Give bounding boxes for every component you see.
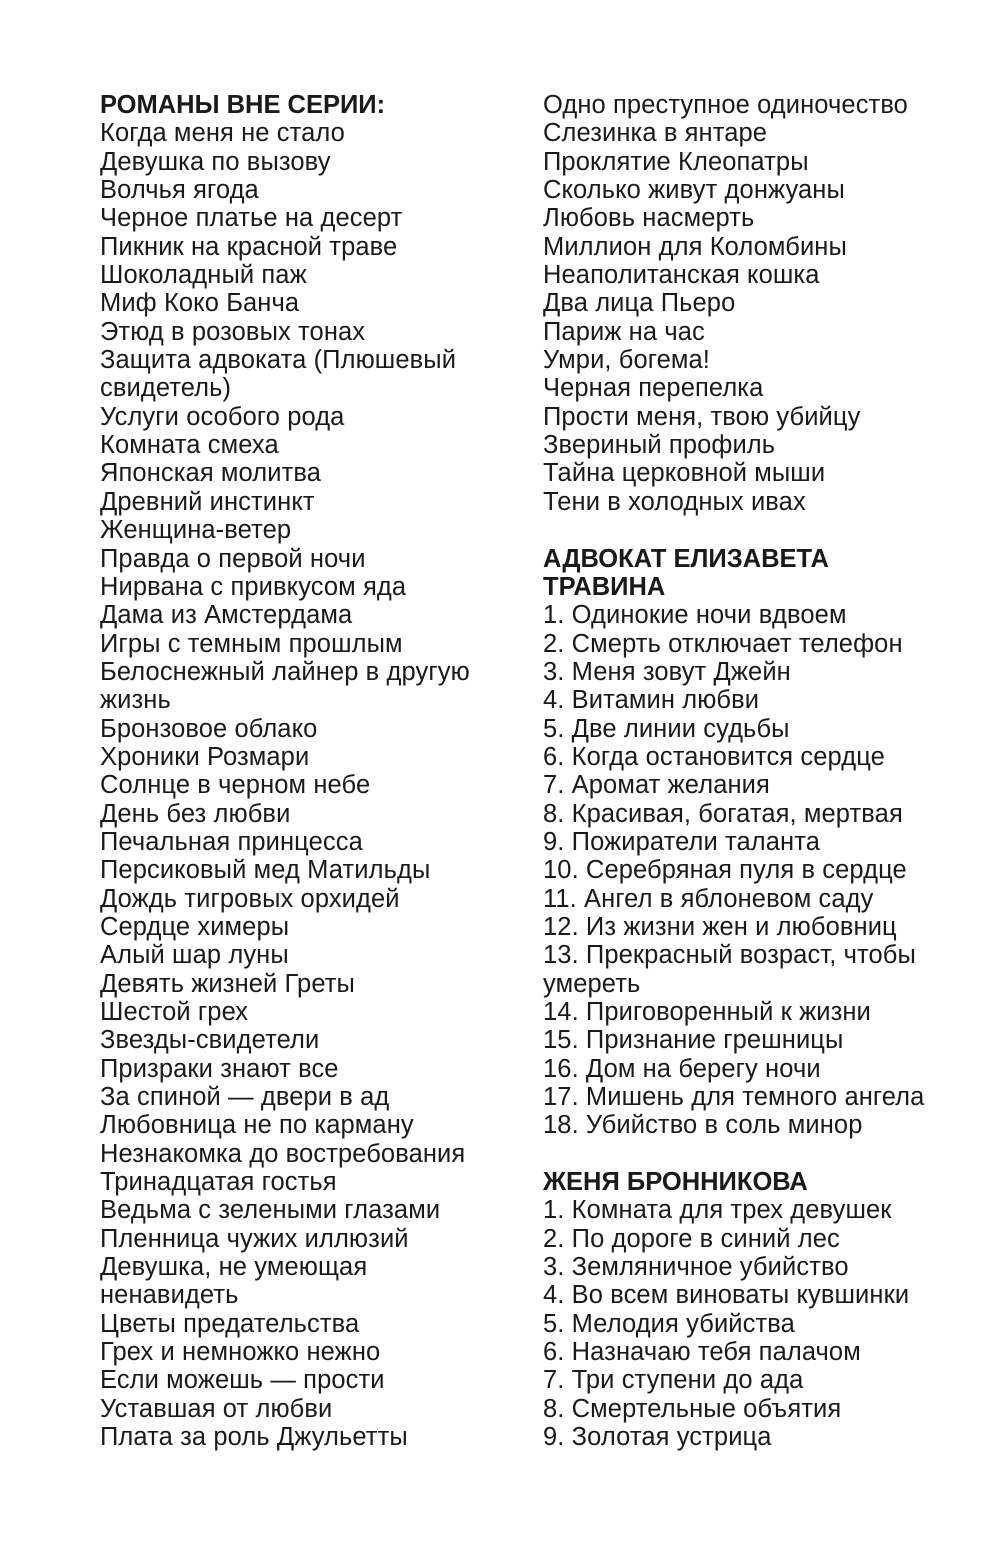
- book-title-line: Дождь тигровых орхидей: [100, 884, 400, 913]
- book-title-line: Цветы предательства: [100, 1309, 360, 1338]
- book-title-line: 6. Когда остановится сердце: [543, 742, 885, 771]
- right-column: [543, 91, 963, 1452]
- book-title-line: свидетель): [100, 374, 232, 403]
- book-title-line: Миллион для Коломбины: [543, 232, 847, 261]
- book-title-line: Японская молитва: [100, 459, 322, 488]
- book-title-line: Солнце в черном небе: [100, 771, 371, 800]
- book-title-line: Черное платье на десерт: [100, 204, 403, 233]
- book-title-line: Хроники Розмари: [100, 742, 310, 771]
- book-title-line: Когда меня не стало: [100, 119, 345, 148]
- book-title-line: Черная перепелка: [543, 374, 764, 403]
- book-title-line: 3. Меня зовут Джейн: [543, 657, 791, 686]
- book-title-line: Если можешь — прости: [100, 1366, 385, 1395]
- book-title-line: Услуги особого рода: [100, 402, 345, 431]
- book-title-line: 9. Золотая устрица: [543, 1423, 772, 1452]
- book-title-line: Игры с темным прошлым: [100, 629, 403, 658]
- book-title-line: Тени в холодных ивах: [543, 487, 806, 516]
- section-heading-travina-line2: ТРАВИНА: [543, 572, 666, 601]
- book-title-line: Пленница чужих иллюзий: [100, 1224, 409, 1253]
- book-title-line: 2. По дороге в синий лес: [543, 1224, 840, 1253]
- book-title-line: 4. Во всем виноваты кувшинки: [543, 1281, 910, 1310]
- book-title-line: 6. Назначаю тебя палачом: [543, 1338, 861, 1367]
- book-title-line: Алый шар луны: [100, 941, 289, 970]
- standalone-novels-list-continued: [543, 91, 963, 516]
- book-title-line: ненавидеть: [100, 1281, 239, 1310]
- book-title-line: 11. Ангел в яблоневом саду: [543, 884, 874, 913]
- book-title-line: Бронзовое облако: [100, 714, 318, 743]
- book-title-line: Шестой грех: [100, 998, 249, 1026]
- book-title-line: Любовь насмерть: [543, 204, 755, 233]
- book-title-line: Белоснежный лайнер в другую: [100, 657, 470, 686]
- book-title-line: 12. Из жизни жен и любовниц: [543, 912, 897, 941]
- section-heading-standalone-novels: РОМАНЫ ВНЕ СЕРИИ:: [100, 91, 386, 119]
- book-title-line: Слезинка в янтаре: [543, 119, 768, 148]
- book-title-line: 7. Три ступени до ада: [543, 1366, 804, 1395]
- book-title-line: Проклятие Клеопатры: [543, 147, 809, 176]
- book-title-line: Любовница не по карману: [100, 1111, 414, 1140]
- book-title-line: 13. Прекрасный возраст, чтобы: [543, 941, 916, 970]
- book-title-line: Звезды-свидетели: [100, 1026, 320, 1055]
- travina-series-list: [543, 601, 963, 1140]
- book-title-line: Женщина-ветер: [100, 516, 292, 545]
- book-title-line: Тринадцатая гостья: [100, 1168, 337, 1197]
- book-title-line: 8. Красивая, богатая, мертвая: [543, 799, 903, 828]
- book-title-line: Нирвана с привкусом яда: [100, 572, 407, 601]
- book-title-line: Умри, богема!: [543, 346, 710, 375]
- book-title-line: Защита адвоката (Плюшевый: [100, 346, 457, 375]
- book-title-line: Миф Коко Банча: [100, 289, 300, 318]
- book-title-line: Звериный профиль: [543, 431, 776, 460]
- book-title-line: умереть: [543, 969, 641, 998]
- book-title-line: 8. Смертельные объятия: [543, 1394, 842, 1423]
- book-title-line: Этюд в розовых тонах: [100, 317, 366, 346]
- book-title-line: 10. Серебряная пуля в сердце: [543, 856, 907, 885]
- book-title-line: Печальная принцесса: [100, 827, 363, 856]
- book-title-line: Ведьма с зелеными глазами: [100, 1196, 441, 1225]
- section-heading-travina: АДВОКАТ ЕЛИЗАВЕТА: [543, 544, 829, 573]
- left-column: [100, 91, 520, 1452]
- book-title-line: 1. Одинокие ночи вдвоем: [543, 601, 847, 630]
- book-title-line: 18. Убийство в соль минор: [543, 1111, 863, 1140]
- book-title-line: Шоколадный паж: [100, 261, 307, 290]
- book-title-line: Тайна церковной мыши: [543, 459, 826, 488]
- section-heading-bronnikova: ЖЕНЯ БРОННИКОВА: [543, 1168, 808, 1197]
- book-title-line: Древний инстинкт: [100, 487, 315, 516]
- book-title-line: 3. Земляничное убийство: [543, 1253, 849, 1282]
- book-title-line: Плата за роль Джульетты: [100, 1423, 408, 1452]
- book-title-line: Незнакомка до востребования: [100, 1139, 466, 1168]
- book-title-line: 4. Витамин любви: [543, 686, 760, 715]
- book-title-line: жизнь: [100, 686, 171, 715]
- book-title-line: Сколько живут донжуаны: [543, 176, 845, 205]
- book-title-line: Комната смеха: [100, 431, 279, 460]
- bronnikova-series-list: [543, 1196, 963, 1451]
- book-title-line: Пикник на красной траве: [100, 232, 398, 261]
- book-title-line: Персиковый мед Матильды: [100, 856, 431, 885]
- book-title-line: За спиной — двери в ад: [100, 1083, 390, 1112]
- standalone-novels-list: [100, 119, 520, 1451]
- book-title-line: Девушка по вызову: [100, 147, 331, 176]
- book-title-line: Два лица Пьеро: [543, 289, 736, 318]
- book-title-line: Уставшая от любви: [100, 1394, 333, 1423]
- book-title-line: Правда о первой ночи: [100, 544, 366, 573]
- book-title-line: Париж на час: [543, 317, 705, 346]
- book-title-line: 15. Признание грешницы: [543, 1026, 844, 1055]
- section-spacer: [543, 516, 963, 544]
- book-title-line: 17. Мишень для темного ангела: [543, 1083, 925, 1112]
- book-title-line: 5. Мелодия убийства: [543, 1309, 795, 1338]
- book-title-line: Волчья ягода: [100, 176, 259, 205]
- book-title-line: День без любви: [100, 799, 291, 828]
- book-title-line: Дама из Амстердама: [100, 601, 353, 630]
- book-title-line: 2. Смерть отключает телефон: [543, 629, 903, 658]
- book-title-line: 16. Дом на берегу ночи: [543, 1054, 821, 1083]
- book-title-line: 5. Две линии судьбы: [543, 714, 790, 743]
- book-title-line: Грех и немножко нежно: [100, 1338, 381, 1367]
- book-title-line: 9. Пожиратели таланта: [543, 827, 821, 856]
- book-title-line: Девушка, не умеющая: [100, 1253, 368, 1282]
- book-title-line: Прости меня, твою убийцу: [543, 402, 861, 431]
- book-title-line: Неаполитанская кошка: [543, 261, 820, 290]
- book-title-line: Девять жизней Греты: [100, 969, 355, 998]
- book-title-line: Сердце химеры: [100, 912, 290, 941]
- book-title-line: 14. Приговоренный к жизни: [543, 998, 871, 1026]
- book-title-line: 7. Аромат желания: [543, 771, 770, 800]
- book-title-line: Призраки знают все: [100, 1054, 339, 1083]
- book-title-line: Одно преступное одиночество: [543, 91, 908, 119]
- section-spacer: [543, 1140, 963, 1168]
- book-title-line: 1. Комната для трех девушек: [543, 1196, 892, 1225]
